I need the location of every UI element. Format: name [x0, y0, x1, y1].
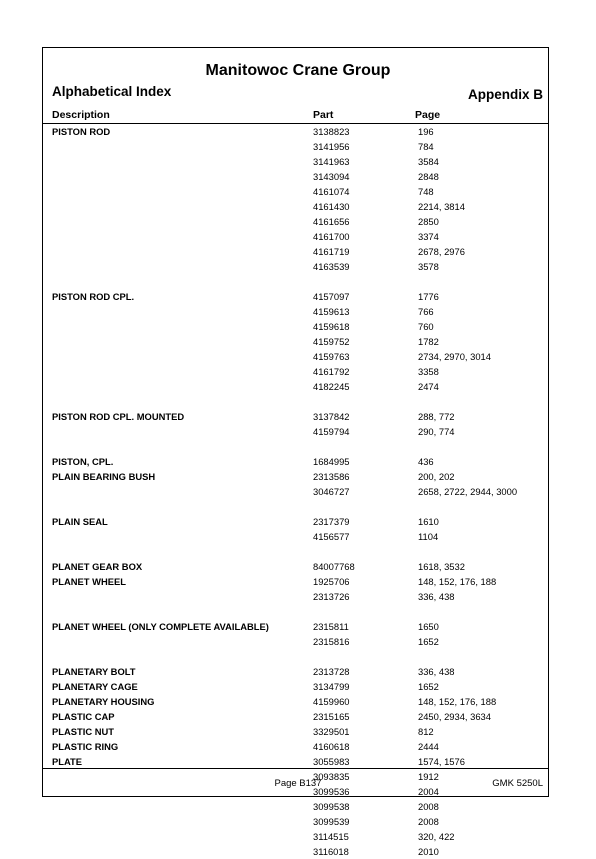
row-page-reference: 3374 [418, 231, 439, 242]
row-part-number: 3116018 [313, 846, 349, 857]
row-part-number: 2315816 [313, 636, 350, 647]
row-part-number: 4161719 [313, 246, 350, 257]
table-row [0, 454, 596, 469]
company-title: Manitowoc Crane Group [205, 62, 391, 79]
row-page-reference: 3584 [418, 156, 439, 167]
row-page-reference: 3358 [418, 366, 439, 377]
table-row [0, 664, 596, 679]
row-part-number: 2313726 [313, 591, 350, 602]
row-part-number: 4163539 [313, 261, 350, 272]
row-part-number: 4161656 [313, 216, 350, 227]
table-row [0, 409, 596, 424]
row-part-number: 3137842 [313, 411, 350, 422]
table-row [0, 424, 596, 439]
footer-model: GMK 5250L [492, 778, 543, 789]
row-part-number: 4157097 [313, 291, 350, 302]
table-row [0, 244, 596, 259]
row-page-reference: 336, 438 [418, 666, 455, 677]
table-row [0, 589, 596, 604]
table-row [0, 124, 596, 139]
row-description: PLATE [52, 756, 83, 767]
table-row [0, 304, 596, 319]
row-part-number: 3138823 [313, 126, 350, 137]
row-description: PLAIN SEAL [52, 516, 108, 527]
row-description: PLANET WHEEL (ONLY COMPLETE AVAILABLE) [52, 621, 269, 632]
row-page-reference: 148, 152, 176, 188 [418, 696, 497, 707]
row-page-reference: 1618, 3532 [418, 561, 465, 572]
row-page-reference: 2678, 2976 [418, 246, 465, 257]
column-header-page: Page [415, 109, 441, 121]
row-page-reference: 766 [418, 306, 434, 317]
table-row [0, 229, 596, 244]
row-page-reference: 1652 [418, 636, 439, 647]
row-part-number: 3055983 [313, 756, 350, 767]
table-row [0, 199, 596, 214]
table-row [0, 574, 596, 589]
table-row [0, 799, 596, 814]
table-row [0, 529, 596, 544]
row-page-reference: 3578 [418, 261, 439, 272]
row-part-number: 2315165 [313, 711, 350, 722]
table-row [0, 379, 596, 394]
table-row [0, 844, 596, 859]
row-part-number: 4161700 [313, 231, 350, 242]
spacer-row [0, 499, 596, 514]
row-page-reference: 288, 772 [418, 411, 455, 422]
table-row [0, 679, 596, 694]
row-part-number: 4159613 [313, 306, 350, 317]
row-page-reference: 2444 [418, 741, 439, 752]
row-part-number: 4159960 [313, 696, 350, 707]
row-page-reference: 2010 [418, 846, 439, 857]
table-row [0, 514, 596, 529]
row-page-reference: 748 [418, 186, 434, 197]
row-page-reference: 1652 [418, 681, 439, 692]
row-description: PLASTIC RING [52, 741, 119, 752]
row-part-number: 4182245 [313, 381, 350, 392]
table-row [0, 259, 596, 274]
row-description: PLANETARY CAGE [52, 681, 138, 692]
row-part-number: 4159752 [313, 336, 350, 347]
row-part-number: 4159618 [313, 321, 350, 332]
spacer-row [0, 394, 596, 409]
table-row [0, 559, 596, 574]
row-description: PISTON, CPL. [52, 456, 114, 467]
row-part-number: 1684995 [313, 456, 350, 467]
table-row [0, 739, 596, 754]
row-page-reference: 2008 [418, 816, 439, 827]
column-header-part: Part [313, 109, 334, 121]
table-row [0, 619, 596, 634]
row-description: PLAIN BEARING BUSH [52, 471, 156, 482]
row-part-number: 3099536 [313, 786, 350, 797]
row-part-number: 4160618 [313, 741, 350, 752]
row-part-number: 3134799 [313, 681, 350, 692]
table-row [0, 364, 596, 379]
row-page-reference: 2214, 3814 [418, 201, 465, 212]
row-part-number: 2315811 [313, 621, 349, 632]
table-row [0, 634, 596, 649]
table-row [0, 754, 596, 769]
row-description: PLANET GEAR BOX [52, 561, 143, 572]
row-part-number: 1925706 [313, 576, 350, 587]
appendix-label: Appendix B [467, 87, 543, 102]
row-part-number: 4161430 [313, 201, 350, 212]
table-row [0, 469, 596, 484]
row-page-reference: 336, 438 [418, 591, 455, 602]
table-row [0, 694, 596, 709]
table-row [0, 334, 596, 349]
table-row [0, 814, 596, 829]
row-page-reference: 436 [418, 456, 434, 467]
row-part-number: 2313586 [313, 471, 350, 482]
spacer-row [0, 649, 596, 664]
row-part-number: 84007768 [313, 561, 355, 572]
column-header-description: Description [52, 109, 110, 121]
row-page-reference: 200, 202 [418, 471, 455, 482]
row-page-reference: 2848 [418, 171, 439, 182]
row-part-number: 4159763 [313, 351, 350, 362]
table-row [0, 484, 596, 499]
row-page-reference: 320, 422 [418, 831, 455, 842]
row-part-number: 4159794 [313, 426, 350, 437]
row-description: PISTON ROD CPL. MOUNTED [52, 411, 185, 422]
row-description: PLANET WHEEL [52, 576, 126, 587]
table-row [0, 349, 596, 364]
row-page-reference: 812 [418, 726, 434, 737]
row-part-number: 3114515 [313, 831, 349, 842]
table-row [0, 724, 596, 739]
row-part-number: 4156577 [313, 531, 350, 542]
row-description: PLANETARY HOUSING [52, 696, 155, 707]
table-row [0, 139, 596, 154]
row-part-number: 3143094 [313, 171, 350, 182]
spacer-row [0, 604, 596, 619]
row-part-number: 4161074 [313, 186, 350, 197]
spacer-row [0, 274, 596, 289]
row-page-reference: 2008 [418, 801, 439, 812]
row-page-reference: 1610 [418, 516, 439, 527]
row-page-reference: 2658, 2722, 2944, 3000 [418, 486, 518, 497]
row-page-reference: 2734, 2970, 3014 [418, 351, 491, 362]
row-page-reference: 2004 [418, 786, 439, 797]
row-page-reference: 1912 [418, 771, 439, 782]
row-part-number: 3046727 [313, 486, 350, 497]
row-description: PISTON ROD [52, 126, 111, 137]
table-row [0, 289, 596, 304]
table-row [0, 154, 596, 169]
row-page-reference: 290, 774 [418, 426, 455, 437]
row-description: PLANETARY BOLT [52, 666, 136, 677]
row-page-reference: 2474 [418, 381, 439, 392]
table-row [0, 184, 596, 199]
table-row [0, 214, 596, 229]
row-description: PISTON ROD CPL. [52, 291, 135, 302]
row-page-reference: 1782 [418, 336, 439, 347]
row-page-reference: 1650 [418, 621, 439, 632]
row-description: PLASTIC NUT [52, 726, 114, 737]
row-part-number: 4161792 [313, 366, 350, 377]
row-part-number: 2317379 [313, 516, 350, 527]
row-page-reference: 148, 152, 176, 188 [418, 576, 497, 587]
row-part-number: 3141963 [313, 156, 350, 167]
section-title: Alphabetical Index [52, 84, 172, 99]
table-row [0, 319, 596, 334]
index-table [0, 124, 596, 859]
row-part-number: 2313728 [313, 666, 350, 677]
row-page-reference: 2450, 2934, 3634 [418, 711, 491, 722]
table-row [0, 169, 596, 184]
row-part-number: 3099538 [313, 801, 350, 812]
spacer-row [0, 544, 596, 559]
row-part-number: 3141956 [313, 141, 350, 152]
footer-page-number: Page B137 [274, 778, 322, 789]
row-part-number: 3329501 [313, 726, 350, 737]
table-row [0, 709, 596, 724]
row-page-reference: 1776 [418, 291, 439, 302]
row-page-reference: 2850 [418, 216, 439, 227]
row-description: PLASTIC CAP [52, 711, 115, 722]
footer-divider [42, 768, 549, 769]
row-part-number: 3099539 [313, 816, 350, 827]
row-page-reference: 1104 [418, 531, 439, 542]
row-page-reference: 1574, 1576 [418, 756, 465, 767]
row-page-reference: 760 [418, 321, 434, 332]
spacer-row [0, 439, 596, 454]
row-part-number: 3093835 [313, 771, 350, 782]
row-page-reference: 196 [418, 126, 434, 137]
row-page-reference: 784 [418, 141, 434, 152]
